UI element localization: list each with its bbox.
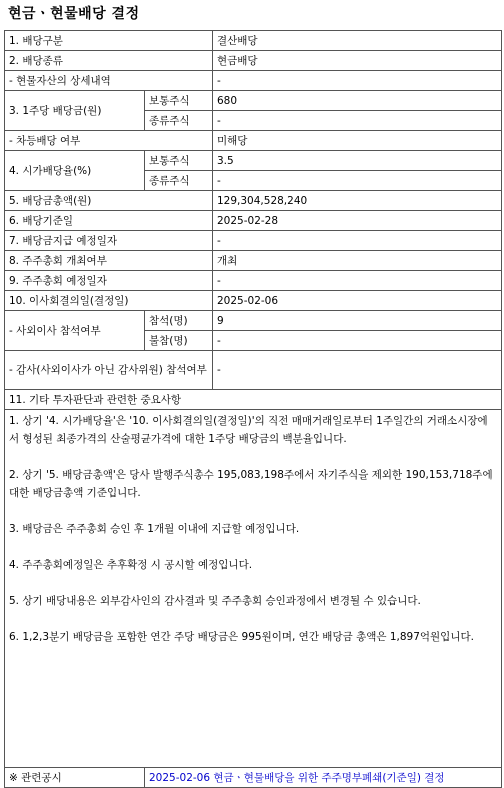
row-label: 3. 1주당 배당금(원) <box>5 91 145 131</box>
row-value: - <box>213 351 502 390</box>
related-disclosure-link[interactable]: 2025-02-06 현금ㆍ현물배당을 위한 주주명부폐쇄(기준일) 결정 <box>145 768 502 788</box>
table-row <box>5 31 502 51</box>
related-label: ※ 관련공시 <box>5 768 145 788</box>
row-label: 6. 배당기준일 <box>5 211 213 231</box>
row-label: 2. 배당종류 <box>5 51 213 71</box>
row-value: - <box>213 231 502 251</box>
section-heading: 11. 기타 투자판단과 관련한 중요사항 <box>5 390 502 410</box>
row-sublabel: 참석(명) <box>145 311 213 331</box>
row-label: 4. 시가배당율(%) <box>5 151 145 191</box>
row-label: 5. 배당금총액(원) <box>5 191 213 211</box>
row-value: - <box>213 331 502 351</box>
page-title: 현금ㆍ현물배당 결정 <box>8 6 140 22</box>
notes-text: 1. 상기 '4. 시가배당율'은 '10. 이사회결의일(결정일)'의 직전 매매거래일로부터 1주일간의 거래소시장에서 형성된 최종가격의 산술평균가격에 대한 1주당 배당금의 백분율입니다. 2. 상기 '5. 배당금총액'은 당사 발행주식총수 195,083,198주에서 자기주식을 제외한 190,153,718주에 대한 배당금총액 기준입니다. 3. 배당금은 주주총회 승인 후 1개월 이내에 지급할 예정입니다. 4. 주주총회예정일은 추후확정 시 공시할 예정입니다. 5. 상기 배당내용은 외부감사인의 감사결과 및 주주총회 승인과정에서 변경될 수 있습니다. 6. 1,2,3분기 배당금을 포함한 연간 주당 배당금은 995원이며, 연간 배당금 총액은 1,897억원입니다. <box>5 410 502 768</box>
table-row <box>5 251 502 271</box>
row-sublabel: 불참(명) <box>145 331 213 351</box>
row-value: 현금배당 <box>213 51 502 71</box>
row-sublabel: 보통주식 <box>145 151 213 171</box>
row-sublabel: 보통주식 <box>145 91 213 111</box>
row-value: - <box>213 71 502 91</box>
disclosure-table <box>4 30 502 788</box>
table-row <box>5 390 502 410</box>
row-value: 129,304,528,240 <box>213 191 502 211</box>
row-value: 680 <box>213 91 502 111</box>
table-row <box>5 271 502 291</box>
table-row <box>5 91 502 111</box>
table-row <box>5 191 502 211</box>
table-row <box>5 291 502 311</box>
row-value: - <box>213 171 502 191</box>
row-value: 미해당 <box>213 131 502 151</box>
row-value: 2025-02-06 <box>213 291 502 311</box>
row-sublabel: 종류주식 <box>145 111 213 131</box>
row-label: - 감사(사외이사가 아닌 감사위원) 참석여부 <box>5 351 213 390</box>
row-value: - <box>213 271 502 291</box>
row-label: - 사외이사 참석여부 <box>5 311 145 351</box>
table-row <box>5 231 502 251</box>
table-row <box>5 768 502 788</box>
table-row <box>5 351 502 390</box>
table-row <box>5 311 502 331</box>
table-row <box>5 71 502 91</box>
row-value: 9 <box>213 311 502 331</box>
row-value: 결산배당 <box>213 31 502 51</box>
table-row <box>5 151 502 171</box>
row-value: 개최 <box>213 251 502 271</box>
row-label: - 현물자산의 상세내역 <box>5 71 213 91</box>
row-label: 9. 주주총회 예정일자 <box>5 271 213 291</box>
table-row <box>5 410 502 768</box>
row-value: 2025-02-28 <box>213 211 502 231</box>
table-row <box>5 51 502 71</box>
table-row <box>5 131 502 151</box>
row-label: - 차등배당 여부 <box>5 131 213 151</box>
row-label: 7. 배당금지급 예정일자 <box>5 231 213 251</box>
table-row <box>5 211 502 231</box>
row-value: 3.5 <box>213 151 502 171</box>
row-value: - <box>213 111 502 131</box>
row-sublabel: 종류주식 <box>145 171 213 191</box>
row-label: 10. 이사회결의일(결정일) <box>5 291 213 311</box>
row-label: 1. 배당구분 <box>5 31 213 51</box>
row-label: 8. 주주총회 개최여부 <box>5 251 213 271</box>
